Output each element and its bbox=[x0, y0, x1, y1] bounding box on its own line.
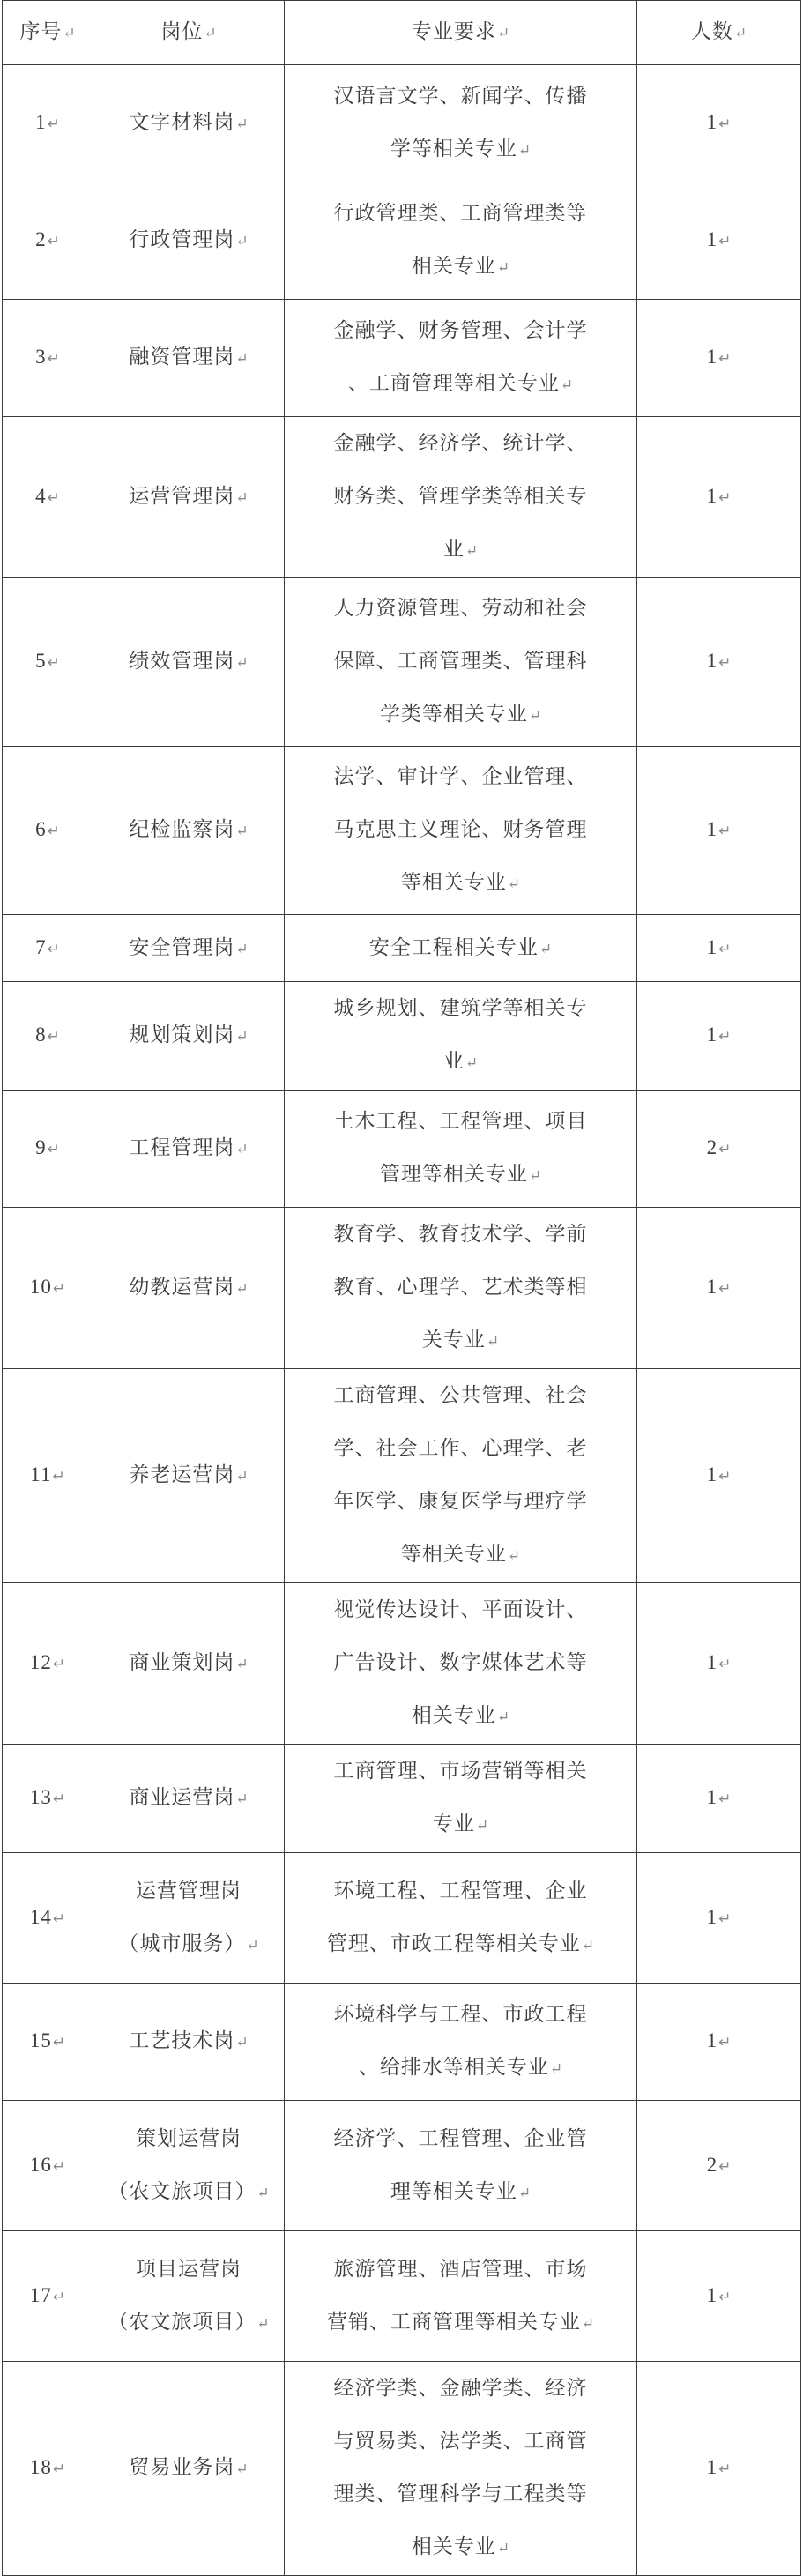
cell-count: 1↵ bbox=[637, 578, 801, 747]
table-row bbox=[3, 1984, 801, 2101]
cell-position: 文字材料岗↵ bbox=[93, 65, 285, 182]
paragraph-mark-icon: ↵ bbox=[246, 1936, 259, 1954]
header-position: 岗位↵ bbox=[93, 1, 285, 65]
paragraph-mark-icon: ↵ bbox=[718, 1656, 732, 1672]
paragraph-mark-icon: ↵ bbox=[235, 350, 249, 368]
paragraph-mark-icon: ↵ bbox=[718, 489, 732, 506]
paragraph-mark-icon: ↵ bbox=[718, 1141, 732, 1158]
paragraph-mark-icon: ↵ bbox=[496, 259, 510, 277]
paragraph-mark-icon: ↵ bbox=[47, 233, 60, 249]
paragraph-mark-icon: ↵ bbox=[52, 2157, 66, 2175]
paragraph-mark-icon: ↵ bbox=[204, 25, 217, 42]
table-row bbox=[3, 1208, 801, 1369]
table-row bbox=[3, 2362, 801, 2576]
cell-requirement: 金融学、财务管理、会计学 、工商管理等相关专业↵ bbox=[285, 300, 637, 417]
cell-no: 2↵ bbox=[3, 182, 93, 300]
cell-position: 项目运营岗 （农文旅项目）↵ bbox=[93, 2231, 285, 2362]
cell-position: 行政管理岗↵ bbox=[93, 182, 285, 300]
cell-count: 1↵ bbox=[637, 182, 801, 300]
cell-count: 2↵ bbox=[637, 1091, 801, 1208]
cell-count: 1↵ bbox=[637, 417, 801, 578]
cell-count: 1↵ bbox=[637, 1583, 801, 1745]
cell-requirement: 环境工程、工程管理、企业 管理、市政工程等相关专业↵ bbox=[285, 1853, 637, 1984]
paragraph-mark-icon: ↵ bbox=[47, 940, 60, 957]
table-row bbox=[3, 1369, 801, 1583]
cell-count: 2↵ bbox=[637, 2101, 801, 2231]
cell-no: 14↵ bbox=[3, 1853, 93, 1984]
cell-count: 1↵ bbox=[637, 1853, 801, 1984]
paragraph-mark-icon: ↵ bbox=[507, 1547, 521, 1565]
cell-requirement: 工商管理、公共管理、社会 学、社会工作、心理学、老 年医学、康复医学与理疗学 等相关专业↵ bbox=[285, 1369, 637, 1583]
cell-count: 1↵ bbox=[637, 1745, 801, 1853]
table-row bbox=[3, 65, 801, 182]
cell-position: 策划运营岗 （农文旅项目）↵ bbox=[93, 2101, 285, 2231]
cell-position: 纪检监察岗↵ bbox=[93, 747, 285, 915]
header-no: 序号↵ bbox=[3, 1, 93, 65]
cell-no: 4↵ bbox=[3, 417, 93, 578]
paragraph-mark-icon: ↵ bbox=[47, 115, 60, 132]
cell-requirement: 旅游管理、酒店管理、市场 营销、工商管理等相关专业↵ bbox=[285, 2231, 637, 2362]
paragraph-mark-icon: ↵ bbox=[235, 1468, 249, 1485]
cell-no: 3↵ bbox=[3, 300, 93, 417]
paragraph-mark-icon: ↵ bbox=[257, 2184, 270, 2202]
cell-no: 5↵ bbox=[3, 578, 93, 747]
paragraph-mark-icon: ↵ bbox=[235, 233, 249, 250]
cell-no: 12↵ bbox=[3, 1583, 93, 1745]
paragraph-mark-icon: ↵ bbox=[235, 2461, 249, 2478]
cell-position: 工艺技术岗↵ bbox=[93, 1984, 285, 2101]
paragraph-mark-icon: ↵ bbox=[235, 1656, 249, 1673]
paragraph-mark-icon: ↵ bbox=[52, 1656, 66, 1672]
paragraph-mark-icon: ↵ bbox=[235, 2034, 249, 2051]
paragraph-mark-icon: ↵ bbox=[63, 25, 76, 42]
cell-count: 1↵ bbox=[637, 747, 801, 915]
paragraph-mark-icon: ↵ bbox=[718, 350, 732, 367]
paragraph-mark-icon: ↵ bbox=[235, 1141, 249, 1158]
paragraph-mark-icon: ↵ bbox=[47, 1028, 60, 1045]
paragraph-mark-icon: ↵ bbox=[718, 940, 732, 957]
paragraph-mark-icon: ↵ bbox=[539, 940, 553, 958]
cell-count: 1↵ bbox=[637, 915, 801, 982]
cell-count: 1↵ bbox=[637, 982, 801, 1091]
paragraph-mark-icon: ↵ bbox=[257, 2314, 270, 2333]
cell-position: 工程管理岗↵ bbox=[93, 1091, 285, 1208]
paragraph-mark-icon: ↵ bbox=[718, 1910, 732, 1927]
paragraph-mark-icon: ↵ bbox=[718, 823, 732, 839]
cell-no: 11↵ bbox=[3, 1369, 93, 1583]
paragraph-mark-icon: ↵ bbox=[496, 1709, 510, 1726]
cell-position: 运营管理岗↵ bbox=[93, 417, 285, 578]
paragraph-mark-icon: ↵ bbox=[52, 2034, 66, 2051]
paragraph-mark-icon: ↵ bbox=[52, 2288, 66, 2305]
cell-no: 8↵ bbox=[3, 982, 93, 1091]
cell-no: 6↵ bbox=[3, 747, 93, 915]
table-row bbox=[3, 2231, 801, 2362]
paragraph-mark-icon: ↵ bbox=[235, 489, 249, 507]
paragraph-mark-icon: ↵ bbox=[486, 1333, 500, 1351]
cell-position: 商业策划岗↵ bbox=[93, 1583, 285, 1745]
cell-requirement: 视觉传达设计、平面设计、 广告设计、数字媒体艺术等 相关专业↵ bbox=[285, 1583, 637, 1745]
paragraph-mark-icon: ↵ bbox=[52, 1280, 66, 1297]
paragraph-mark-icon: ↵ bbox=[52, 2461, 66, 2477]
table-row bbox=[3, 417, 801, 578]
paragraph-mark-icon: ↵ bbox=[718, 2157, 732, 2175]
cell-no: 9↵ bbox=[3, 1091, 93, 1208]
paragraph-mark-icon: ↵ bbox=[718, 654, 732, 671]
cell-position: 贸易业务岗↵ bbox=[93, 2362, 285, 2576]
table-row bbox=[3, 2101, 801, 2231]
paragraph-mark-icon: ↵ bbox=[47, 350, 60, 367]
cell-requirement: 金融学、经济学、统计学、 财务类、管理学类等相关专 业↵ bbox=[285, 417, 637, 578]
table-row bbox=[3, 747, 801, 915]
table-row bbox=[3, 1583, 801, 1745]
cell-no: 15↵ bbox=[3, 1984, 93, 2101]
cell-count: 1↵ bbox=[637, 1369, 801, 1583]
cell-count: 1↵ bbox=[637, 2231, 801, 2362]
paragraph-mark-icon: ↵ bbox=[581, 1936, 595, 1954]
paragraph-mark-icon: ↵ bbox=[465, 1054, 479, 1072]
table-body bbox=[3, 65, 801, 2576]
paragraph-mark-icon: ↵ bbox=[235, 940, 249, 958]
paragraph-mark-icon: ↵ bbox=[718, 233, 732, 249]
paragraph-mark-icon: ↵ bbox=[47, 1141, 60, 1158]
cell-requirement: 汉语言文学、新闻学、传播 学等相关专业↵ bbox=[285, 65, 637, 182]
paragraph-mark-icon: ↵ bbox=[235, 1028, 249, 1046]
paragraph-mark-icon: ↵ bbox=[718, 1028, 732, 1045]
paragraph-mark-icon: ↵ bbox=[528, 1167, 542, 1185]
cell-position: 商业运营岗↵ bbox=[93, 1745, 285, 1853]
table-row bbox=[3, 915, 801, 982]
cell-requirement: 工商管理、市场营销等相关 专业↵ bbox=[285, 1745, 637, 1853]
cell-count: 1↵ bbox=[637, 300, 801, 417]
paragraph-mark-icon: ↵ bbox=[528, 707, 542, 725]
cell-position: 融资管理岗↵ bbox=[93, 300, 285, 417]
cell-no: 7↵ bbox=[3, 915, 93, 982]
header-count: 人数↵ bbox=[637, 1, 801, 65]
cell-requirement: 环境科学与工程、市政工程 、给排水等相关专业↵ bbox=[285, 1984, 637, 2101]
cell-requirement: 法学、审计学、企业管理、 马克思主义理论、财务管理 等相关专业↵ bbox=[285, 747, 637, 915]
paragraph-mark-icon: ↵ bbox=[496, 2540, 510, 2557]
paragraph-mark-icon: ↵ bbox=[52, 1910, 66, 1927]
cell-position: 养老运营岗↵ bbox=[93, 1369, 285, 1583]
cell-no: 18↵ bbox=[3, 2362, 93, 2576]
paragraph-mark-icon: ↵ bbox=[47, 823, 60, 839]
cell-position: 规划策划岗↵ bbox=[93, 982, 285, 1091]
paragraph-mark-icon: ↵ bbox=[47, 489, 60, 506]
paragraph-mark-icon: ↵ bbox=[718, 2288, 732, 2305]
cell-requirement: 城乡规划、建筑学等相关专 业↵ bbox=[285, 982, 637, 1091]
cell-no: 1↵ bbox=[3, 65, 93, 182]
paragraph-mark-icon: ↵ bbox=[496, 25, 510, 42]
header-requirement: 专业要求↵ bbox=[285, 1, 637, 65]
paragraph-mark-icon: ↵ bbox=[475, 1817, 489, 1835]
paragraph-mark-icon: ↵ bbox=[47, 654, 60, 671]
cell-requirement: 土木工程、工程管理、项目 管理等相关专业↵ bbox=[285, 1091, 637, 1208]
cell-position: 绩效管理岗↵ bbox=[93, 578, 285, 747]
cell-requirement: 教育学、教育技术学、学前 教育、心理学、艺术类等相 关专业↵ bbox=[285, 1208, 637, 1369]
cell-no: 16↵ bbox=[3, 2101, 93, 2231]
cell-count: 1↵ bbox=[637, 1208, 801, 1369]
cell-no: 13↵ bbox=[3, 1745, 93, 1853]
paragraph-mark-icon: ↵ bbox=[718, 2461, 732, 2477]
cell-position: 运营管理岗 （城市服务）↵ bbox=[93, 1853, 285, 1984]
cell-no: 10↵ bbox=[3, 1208, 93, 1369]
table-row bbox=[3, 300, 801, 417]
cell-requirement: 经济学类、金融学类、经济 与贸易类、法学类、工商管 理类、管理科学与工程类等 相关专业↵ bbox=[285, 2362, 637, 2576]
paragraph-mark-icon: ↵ bbox=[517, 2184, 532, 2202]
paragraph-mark-icon: ↵ bbox=[235, 823, 249, 840]
paragraph-mark-icon: ↵ bbox=[560, 376, 574, 394]
paragraph-mark-icon: ↵ bbox=[581, 2314, 595, 2333]
paragraph-mark-icon: ↵ bbox=[465, 542, 479, 560]
paragraph-mark-icon: ↵ bbox=[52, 1468, 65, 1485]
paragraph-mark-icon: ↵ bbox=[718, 1280, 732, 1297]
paragraph-mark-icon: ↵ bbox=[235, 654, 249, 672]
paragraph-mark-icon: ↵ bbox=[235, 1791, 249, 1808]
cell-requirement: 经济学、工程管理、企业管 理等相关专业↵ bbox=[285, 2101, 637, 2231]
cell-position: 安全管理岗↵ bbox=[93, 915, 285, 982]
recruitment-table bbox=[2, 0, 801, 2576]
paragraph-mark-icon: ↵ bbox=[733, 25, 747, 42]
table-row bbox=[3, 1853, 801, 1984]
paragraph-mark-icon: ↵ bbox=[507, 875, 521, 893]
header-row bbox=[3, 1, 801, 65]
table-row bbox=[3, 982, 801, 1091]
paragraph-mark-icon: ↵ bbox=[235, 115, 249, 133]
cell-count: 1↵ bbox=[637, 65, 801, 182]
cell-requirement: 行政管理类、工商管理类等 相关专业↵ bbox=[285, 182, 637, 300]
paragraph-mark-icon: ↵ bbox=[52, 1791, 66, 1807]
paragraph-mark-icon: ↵ bbox=[549, 2060, 563, 2078]
paragraph-mark-icon: ↵ bbox=[718, 1791, 732, 1807]
paragraph-mark-icon: ↵ bbox=[718, 2034, 732, 2051]
table-row bbox=[3, 182, 801, 300]
cell-count: 1↵ bbox=[637, 1984, 801, 2101]
cell-position: 幼教运营岗↵ bbox=[93, 1208, 285, 1369]
table-row bbox=[3, 1745, 801, 1853]
table-row bbox=[3, 1091, 801, 1208]
cell-requirement: 人力资源管理、劳动和社会 保障、工商管理类、管理科 学类等相关专业↵ bbox=[285, 578, 637, 747]
paragraph-mark-icon: ↵ bbox=[517, 142, 532, 160]
cell-requirement: 安全工程相关专业↵ bbox=[285, 915, 637, 982]
cell-count: 1↵ bbox=[637, 2362, 801, 2576]
paragraph-mark-icon: ↵ bbox=[718, 1468, 732, 1485]
paragraph-mark-icon: ↵ bbox=[235, 1280, 249, 1298]
cell-no: 17↵ bbox=[3, 2231, 93, 2362]
paragraph-mark-icon: ↵ bbox=[718, 115, 732, 132]
table-row bbox=[3, 578, 801, 747]
